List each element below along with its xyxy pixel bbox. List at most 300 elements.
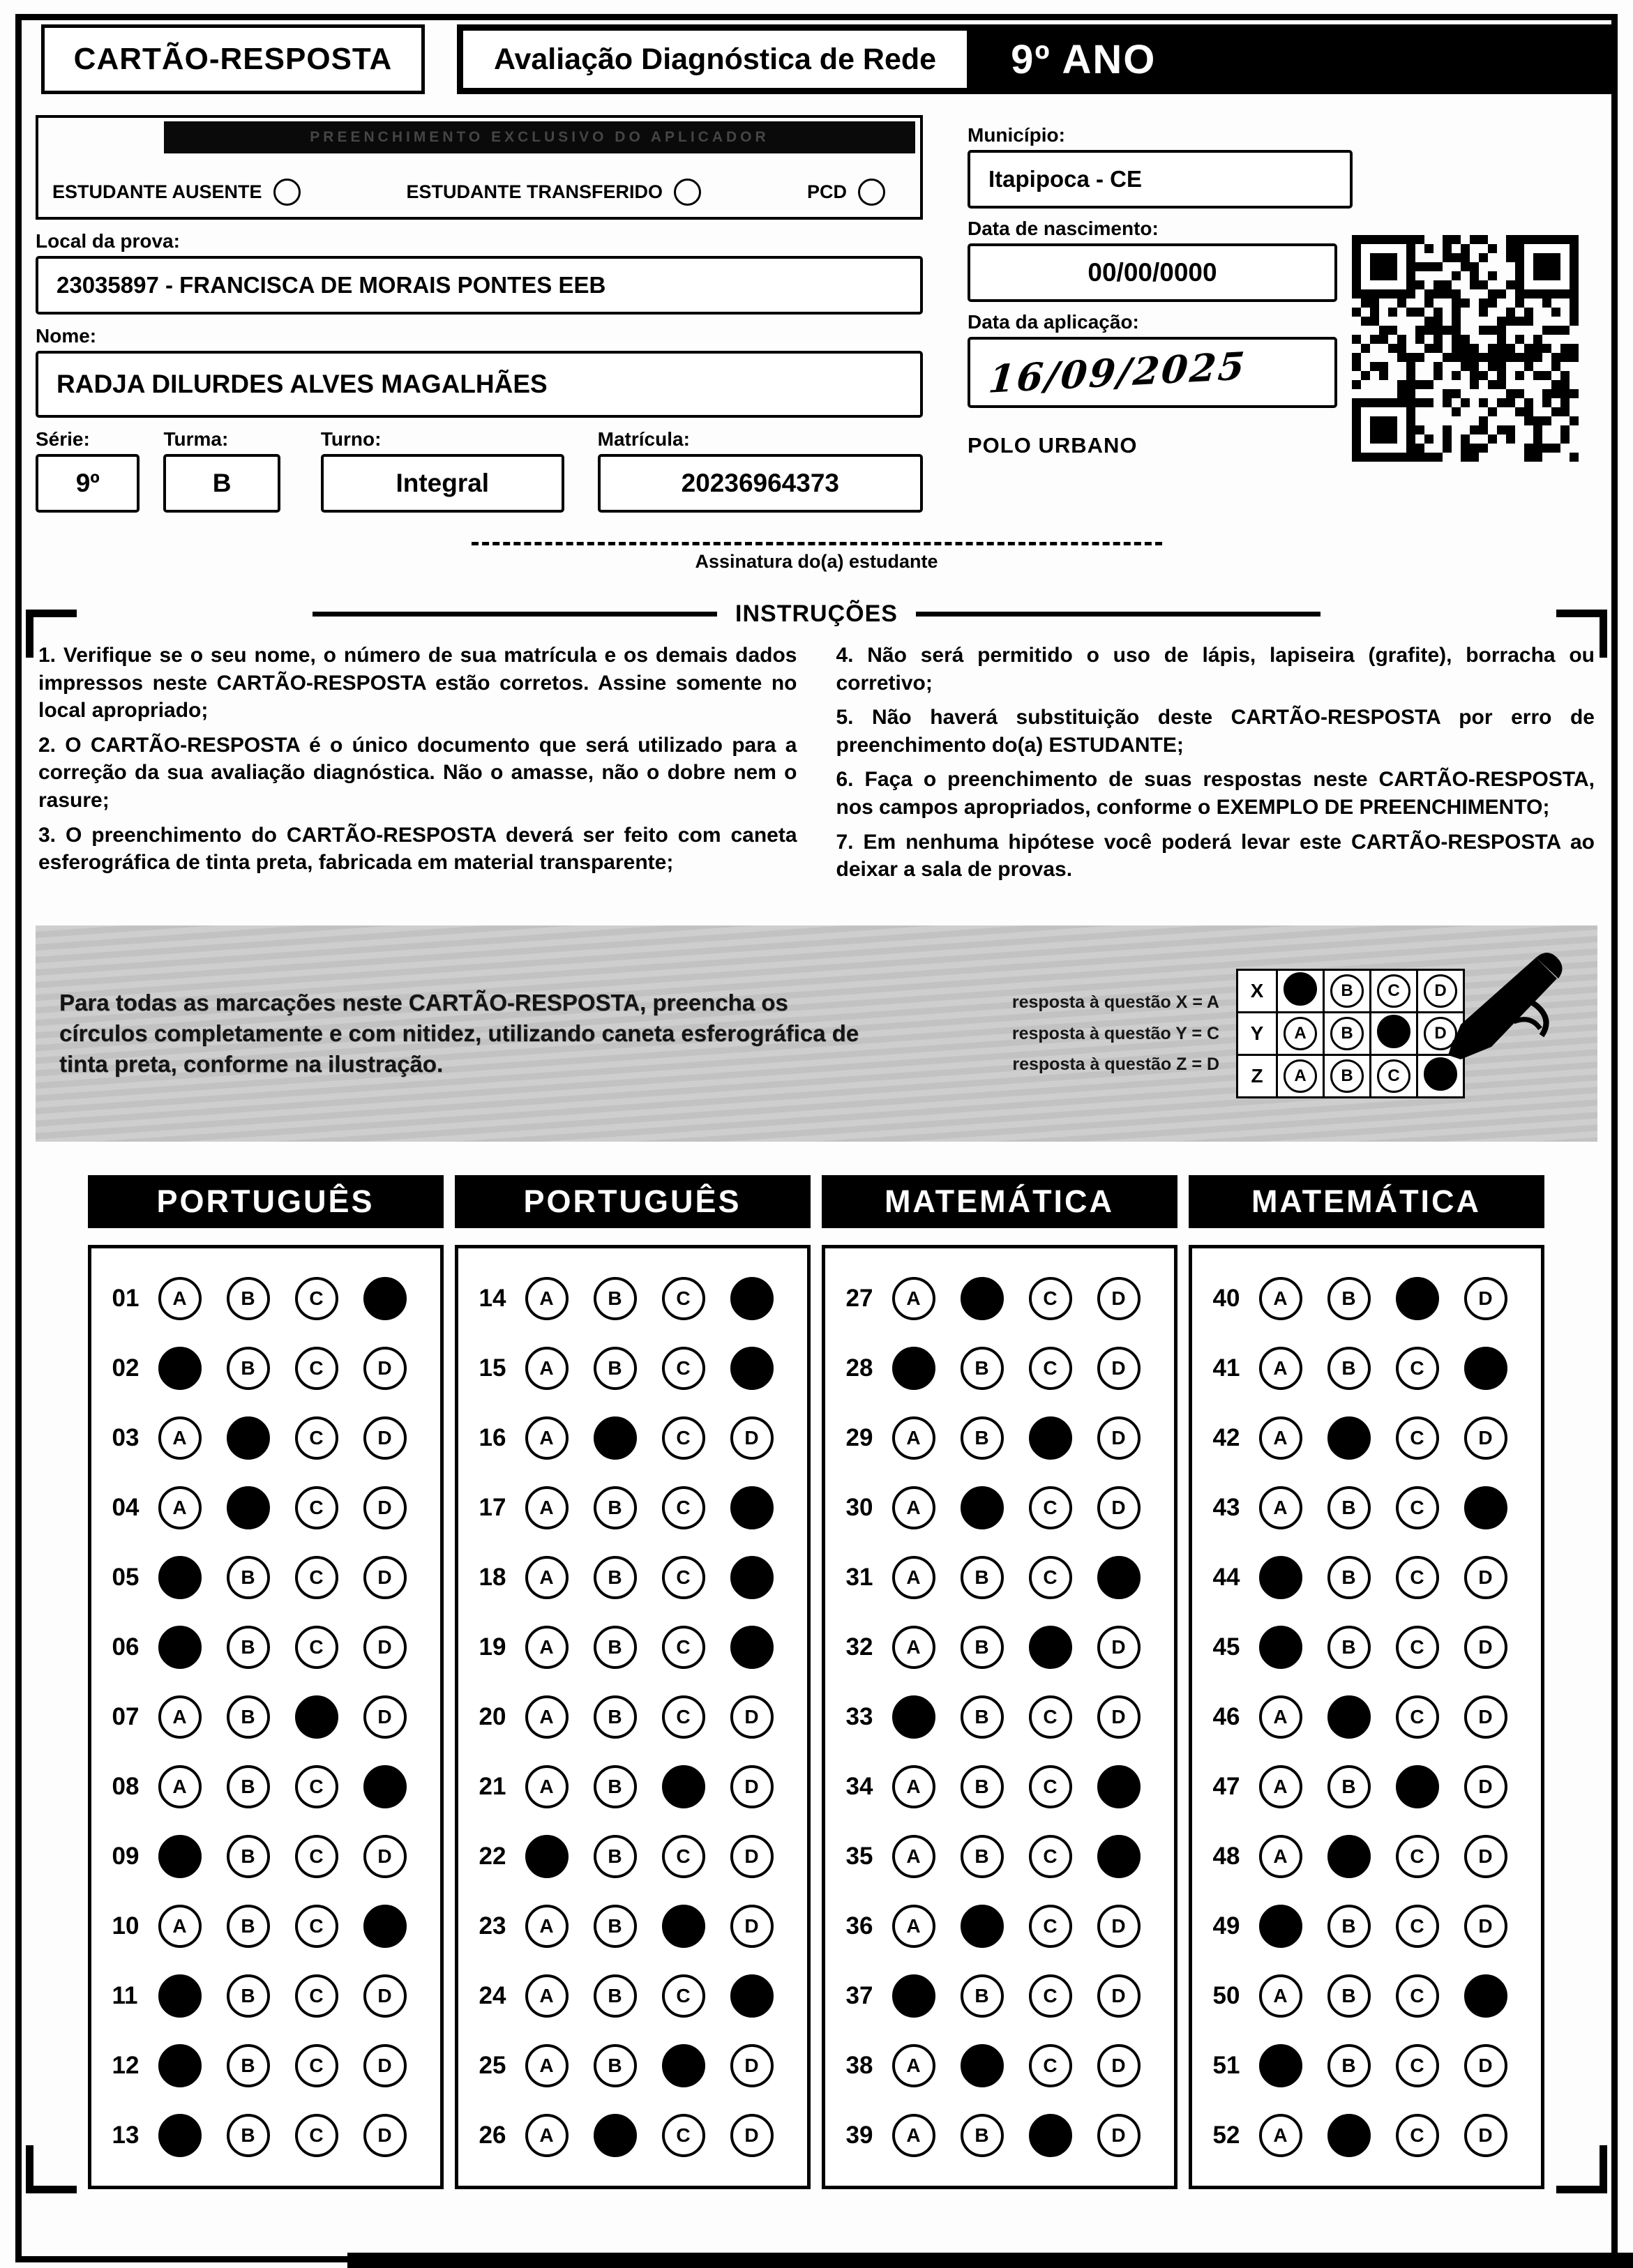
bubble-29-A[interactable]: A	[892, 1416, 935, 1460]
question-row-26	[479, 2101, 802, 2170]
bubble-52-D[interactable]: D	[1464, 2114, 1507, 2157]
bubble-35-A[interactable]: A	[892, 1835, 935, 1878]
bubble-25-C[interactable]	[662, 2044, 705, 2087]
bubble-34-D[interactable]	[1097, 1765, 1141, 1808]
bubble-30-D[interactable]: D	[1097, 1486, 1141, 1529]
example-bubble-Y-D: D	[1424, 1017, 1457, 1050]
instructions-left-column	[38, 642, 797, 891]
bubble-47-D[interactable]: D	[1464, 1765, 1507, 1808]
bubble-36-A[interactable]: A	[892, 1905, 935, 1948]
bubble-49-C[interactable]: C	[1396, 1905, 1439, 1948]
bubble-14-B[interactable]: B	[594, 1277, 637, 1320]
bubble-33-A[interactable]	[892, 1695, 935, 1739]
bubble-31-A[interactable]: A	[892, 1556, 935, 1599]
bubble-21-A[interactable]: A	[525, 1765, 569, 1808]
example-row-label-Z: Z	[1237, 1054, 1277, 1097]
bubble-23-A[interactable]: A	[525, 1905, 569, 1948]
bubble-11-C[interactable]: C	[295, 1974, 338, 2018]
turno-field	[321, 418, 564, 513]
handwritten-date: 16/09/2025	[986, 343, 1249, 402]
bubble-18-D[interactable]	[730, 1556, 774, 1599]
corner-mark-top-right	[1556, 610, 1607, 658]
question-number-28: 28	[845, 1354, 873, 1382]
turma-value: B	[163, 454, 280, 513]
bubble-20-C[interactable]: C	[662, 1695, 705, 1739]
bubble-13-D[interactable]: D	[363, 2114, 407, 2157]
bubble-47-C[interactable]	[1396, 1765, 1439, 1808]
bubble-41-D[interactable]	[1464, 1347, 1507, 1390]
bubble-15-C[interactable]: C	[662, 1347, 705, 1390]
question-number-37: 37	[845, 1981, 873, 2009]
bubble-32-D[interactable]: D	[1097, 1626, 1141, 1669]
bubble-21-B[interactable]: B	[594, 1765, 637, 1808]
bubble-37-D[interactable]: D	[1097, 1974, 1141, 2018]
estudante-transferido-circle[interactable]	[674, 179, 701, 206]
bubble-12-C[interactable]: C	[295, 2044, 338, 2087]
question-row-48	[1213, 1822, 1535, 1891]
bubble-50-A[interactable]: A	[1259, 1974, 1302, 2018]
municipio-label: Município:	[968, 124, 1065, 146]
question-number-51: 51	[1212, 2051, 1240, 2079]
question-number-41: 41	[1212, 1354, 1240, 1382]
bubble-33-D[interactable]: D	[1097, 1695, 1141, 1739]
question-number-03: 03	[112, 1423, 140, 1451]
pcd-circle[interactable]	[858, 179, 885, 206]
matricula-field	[598, 418, 923, 513]
bubble-22-C[interactable]: C	[662, 1835, 705, 1878]
bubble-15-D[interactable]	[730, 1347, 774, 1390]
bubble-09-A[interactable]	[158, 1835, 202, 1878]
question-row-14	[479, 1264, 802, 1333]
bubble-44-D[interactable]: D	[1464, 1556, 1507, 1599]
bubble-37-C[interactable]: C	[1029, 1974, 1072, 2018]
bubble-22-A[interactable]	[525, 1835, 569, 1878]
bubble-26-C[interactable]: C	[662, 2114, 705, 2157]
status-box	[36, 115, 923, 220]
bubble-18-B[interactable]: B	[594, 1556, 637, 1599]
instructions-columns	[36, 642, 1597, 891]
bubble-06-C[interactable]: C	[295, 1626, 338, 1669]
question-number-48: 48	[1212, 1842, 1240, 1870]
bubble-30-A[interactable]: A	[892, 1486, 935, 1529]
bubble-19-D[interactable]	[730, 1626, 774, 1669]
bubble-16-B[interactable]	[594, 1416, 637, 1460]
bubble-37-B[interactable]: B	[961, 1974, 1004, 2018]
bubble-09-D[interactable]: D	[363, 1835, 407, 1878]
bubble-41-A[interactable]: A	[1259, 1347, 1302, 1390]
question-row-51	[1213, 2031, 1535, 2101]
answer-column-1	[88, 1175, 444, 2189]
bubble-52-C[interactable]: C	[1396, 2114, 1439, 2157]
bubble-25-D[interactable]: D	[730, 2044, 774, 2087]
example-grid-wrap	[1236, 969, 1465, 1098]
bubble-08-A[interactable]: A	[158, 1765, 202, 1808]
bubble-25-B[interactable]: B	[594, 2044, 637, 2087]
question-number-18: 18	[479, 1563, 506, 1591]
question-number-52: 52	[1212, 2121, 1240, 2149]
bubble-38-C[interactable]: C	[1029, 2044, 1072, 2087]
bubble-15-B[interactable]: B	[594, 1347, 637, 1390]
bubble-01-B[interactable]: B	[227, 1277, 270, 1320]
question-number-14: 14	[479, 1284, 506, 1312]
bubble-19-C[interactable]: C	[662, 1626, 705, 1669]
bubble-13-B[interactable]: B	[227, 2114, 270, 2157]
bubble-18-C[interactable]: C	[662, 1556, 705, 1599]
question-number-17: 17	[479, 1493, 506, 1521]
answer-sections	[88, 1175, 1546, 2189]
bubble-50-B[interactable]: B	[1327, 1974, 1371, 2018]
bubble-51-D[interactable]: D	[1464, 2044, 1507, 2087]
bubble-31-B[interactable]: B	[961, 1556, 1004, 1599]
bubble-48-B[interactable]	[1327, 1835, 1371, 1878]
bubble-12-D[interactable]: D	[363, 2044, 407, 2087]
serie-value: 9º	[36, 454, 140, 513]
bubble-08-C[interactable]: C	[295, 1765, 338, 1808]
bubble-17-A[interactable]: A	[525, 1486, 569, 1529]
bubble-16-A[interactable]: A	[525, 1416, 569, 1460]
question-number-15: 15	[479, 1354, 506, 1382]
instructions-header	[36, 600, 1597, 628]
bubble-48-A[interactable]: A	[1259, 1835, 1302, 1878]
bubble-34-A[interactable]: A	[892, 1765, 935, 1808]
bubble-43-A[interactable]: A	[1259, 1486, 1302, 1529]
corner-mark-bottom-left	[26, 2145, 77, 2193]
question-row-40	[1213, 1264, 1535, 1333]
bubble-29-C[interactable]	[1029, 1416, 1072, 1460]
bubble-18-A[interactable]: A	[525, 1556, 569, 1599]
bubble-40-C[interactable]	[1396, 1277, 1439, 1320]
bubble-49-D[interactable]: D	[1464, 1905, 1507, 1948]
bubble-23-C[interactable]	[662, 1905, 705, 1948]
bubble-40-D[interactable]: D	[1464, 1277, 1507, 1320]
answer-column-4	[1189, 1175, 1544, 2189]
bubble-39-A[interactable]: A	[892, 2114, 935, 2157]
question-row-19	[479, 1612, 802, 1682]
bubble-45-B[interactable]: B	[1327, 1626, 1371, 1669]
bubble-35-D[interactable]	[1097, 1835, 1141, 1878]
estudante-ausente-circle[interactable]	[273, 179, 301, 206]
example-bubble-X-B: B	[1330, 974, 1364, 1008]
bubble-12-B[interactable]: B	[227, 2044, 270, 2087]
instructions-right-column	[836, 642, 1595, 891]
bubble-31-C[interactable]: C	[1029, 1556, 1072, 1599]
question-row-08	[112, 1752, 435, 1822]
bubble-05-A[interactable]	[158, 1556, 202, 1599]
question-row-52	[1213, 2101, 1535, 2170]
bubble-26-A[interactable]: A	[525, 2114, 569, 2157]
example-cell-Z-B	[1324, 1054, 1371, 1097]
bubble-07-A[interactable]: A	[158, 1695, 202, 1739]
bubble-08-B[interactable]: B	[227, 1765, 270, 1808]
bubble-30-C[interactable]: C	[1029, 1486, 1072, 1529]
bubble-11-A[interactable]	[158, 1974, 202, 2018]
bubble-40-A[interactable]: A	[1259, 1277, 1302, 1320]
bubble-42-C[interactable]: C	[1396, 1416, 1439, 1460]
checkbox-pcd-label: PCD	[806, 181, 847, 202]
bubble-06-D[interactable]: D	[363, 1626, 407, 1669]
bubble-10-A[interactable]: A	[158, 1905, 202, 1948]
exam-title: Avaliação Diagnóstica de Rede	[457, 24, 973, 94]
bubble-30-B[interactable]	[961, 1486, 1004, 1529]
bubble-05-B[interactable]: B	[227, 1556, 270, 1599]
example-row-label-X: X	[1237, 969, 1277, 1012]
bubble-06-A[interactable]	[158, 1626, 202, 1669]
bubble-24-D[interactable]	[730, 1974, 774, 2018]
bubble-51-B[interactable]: B	[1327, 2044, 1371, 2087]
bubble-47-B[interactable]: B	[1327, 1765, 1371, 1808]
question-number-44: 44	[1212, 1563, 1240, 1591]
question-number-24: 24	[479, 1981, 506, 2009]
bubble-50-D[interactable]	[1464, 1974, 1507, 2018]
question-number-06: 06	[112, 1633, 140, 1661]
example-row-label-Y: Y	[1237, 1012, 1277, 1054]
bubble-49-B[interactable]: B	[1327, 1905, 1371, 1948]
bubble-44-C[interactable]: C	[1396, 1556, 1439, 1599]
question-row-09	[112, 1822, 435, 1891]
bubble-45-C[interactable]: C	[1396, 1626, 1439, 1669]
bubble-01-A[interactable]: A	[158, 1277, 202, 1320]
bubble-51-C[interactable]: C	[1396, 2044, 1439, 2087]
bubble-27-C[interactable]: C	[1029, 1277, 1072, 1320]
bubble-12-A[interactable]	[158, 2044, 202, 2087]
question-number-34: 34	[845, 1772, 873, 1800]
bubble-44-B[interactable]: B	[1327, 1556, 1371, 1599]
question-row-29	[846, 1403, 1168, 1473]
bubble-35-C[interactable]: C	[1029, 1835, 1072, 1878]
bubble-45-A[interactable]	[1259, 1626, 1302, 1669]
bubble-39-B[interactable]: B	[961, 2114, 1004, 2157]
bubble-26-D[interactable]: D	[730, 2114, 774, 2157]
bubble-43-B[interactable]: B	[1327, 1486, 1371, 1529]
bubble-02-A[interactable]	[158, 1347, 202, 1390]
bubble-14-D[interactable]	[730, 1277, 774, 1320]
bubble-07-B[interactable]: B	[227, 1695, 270, 1739]
bubble-20-A[interactable]: A	[525, 1695, 569, 1739]
signature-line[interactable]	[472, 542, 1162, 545]
question-number-47: 47	[1212, 1772, 1240, 1800]
question-row-43	[1213, 1473, 1535, 1543]
bubble-42-B[interactable]	[1327, 1416, 1371, 1460]
bubble-01-C[interactable]: C	[295, 1277, 338, 1320]
bubble-05-D[interactable]: D	[363, 1556, 407, 1599]
bubble-51-A[interactable]	[1259, 2044, 1302, 2087]
bubble-04-B[interactable]	[227, 1486, 270, 1529]
bubble-16-D[interactable]: D	[730, 1416, 774, 1460]
bubble-22-B[interactable]: B	[594, 1835, 637, 1878]
bubble-32-C[interactable]	[1029, 1626, 1072, 1669]
bubble-14-A[interactable]: A	[525, 1277, 569, 1320]
bubble-24-C[interactable]: C	[662, 1974, 705, 2018]
bubble-02-D[interactable]: D	[363, 1347, 407, 1390]
bubble-17-D[interactable]	[730, 1486, 774, 1529]
example-note-y: resposta à questão Y = C	[1011, 1023, 1219, 1043]
bubble-43-D[interactable]	[1464, 1486, 1507, 1529]
bubble-28-A[interactable]	[892, 1347, 935, 1390]
bubble-42-A[interactable]: A	[1259, 1416, 1302, 1460]
question-number-30: 30	[845, 1493, 873, 1521]
example-note-z: resposta à questão Z = D	[1012, 1054, 1219, 1074]
bubble-26-B[interactable]	[594, 2114, 637, 2157]
bubble-15-A[interactable]: A	[525, 1347, 569, 1390]
question-row-04	[112, 1473, 435, 1543]
bubble-52-A[interactable]: A	[1259, 2114, 1302, 2157]
bubble-43-C[interactable]: C	[1396, 1486, 1439, 1529]
bubble-47-A[interactable]: A	[1259, 1765, 1302, 1808]
bubble-31-D[interactable]	[1097, 1556, 1141, 1599]
bubble-03-A[interactable]: A	[158, 1416, 202, 1460]
instruction-item-3: 3. O preenchimento do CARTÃO-RESPOSTA deverá ser feito com caneta esferográfica de tinta preta, fabricada em material transparente;	[38, 823, 797, 875]
turma-label: Turma:	[163, 428, 229, 450]
question-row-03	[112, 1403, 435, 1473]
bubble-32-A[interactable]: A	[892, 1626, 935, 1669]
bubble-34-C[interactable]: C	[1029, 1765, 1072, 1808]
bubble-50-C[interactable]: C	[1396, 1974, 1439, 2018]
bubble-27-B[interactable]	[961, 1277, 1004, 1320]
checkbox-estudante-ausente-label: ESTUDANTE AUSENTE	[52, 181, 262, 202]
bubble-40-B[interactable]: B	[1327, 1277, 1371, 1320]
bubble-27-D[interactable]: D	[1097, 1277, 1141, 1320]
bubble-01-D[interactable]	[363, 1277, 407, 1320]
bubble-29-D[interactable]: D	[1097, 1416, 1141, 1460]
bubble-05-C[interactable]: C	[295, 1556, 338, 1599]
bubble-19-B[interactable]: B	[594, 1626, 637, 1669]
question-number-35: 35	[845, 1842, 873, 1870]
question-row-15	[479, 1333, 802, 1403]
bubble-11-D[interactable]: D	[363, 1974, 407, 2018]
bubble-04-C[interactable]: C	[295, 1486, 338, 1529]
bubble-20-D[interactable]: D	[730, 1695, 774, 1739]
bubble-03-C[interactable]: C	[295, 1416, 338, 1460]
bubble-22-D[interactable]: D	[730, 1835, 774, 1878]
question-row-32	[846, 1612, 1168, 1682]
bubble-02-C[interactable]: C	[295, 1347, 338, 1390]
bubble-39-C[interactable]	[1029, 2114, 1072, 2157]
bubble-14-C[interactable]: C	[662, 1277, 705, 1320]
example-cell-Z-C	[1371, 1054, 1417, 1097]
nome-field	[36, 325, 923, 418]
bubble-36-B[interactable]	[961, 1905, 1004, 1948]
bubble-41-C[interactable]: C	[1396, 1347, 1439, 1390]
bubble-41-B[interactable]: B	[1327, 1347, 1371, 1390]
bubble-46-B[interactable]	[1327, 1695, 1371, 1739]
bubble-09-B[interactable]: B	[227, 1835, 270, 1878]
question-row-47	[1213, 1752, 1535, 1822]
bubble-32-B[interactable]: B	[961, 1626, 1004, 1669]
signature-label: Assinatura do(a) estudante	[695, 551, 938, 572]
bubble-46-C[interactable]: C	[1396, 1695, 1439, 1739]
bubble-06-B[interactable]: B	[227, 1626, 270, 1669]
answer-grid-4	[1189, 1245, 1544, 2189]
bubble-17-B[interactable]: B	[594, 1486, 637, 1529]
bubble-24-B[interactable]: B	[594, 1974, 637, 2018]
question-row-31	[846, 1543, 1168, 1612]
bubble-17-C[interactable]: C	[662, 1486, 705, 1529]
example-bubble-Z-A: A	[1284, 1059, 1317, 1093]
bubble-23-B[interactable]: B	[594, 1905, 637, 1948]
bubble-13-C[interactable]: C	[295, 2114, 338, 2157]
bubble-03-B[interactable]	[227, 1416, 270, 1460]
bubble-03-D[interactable]: D	[363, 1416, 407, 1460]
question-number-22: 22	[479, 1842, 506, 1870]
checkbox-estudante-ausente	[52, 179, 301, 206]
bubble-10-D[interactable]	[363, 1905, 407, 1948]
answer-column-2	[455, 1175, 811, 2189]
bubble-36-C[interactable]: C	[1029, 1905, 1072, 1948]
bubble-33-C[interactable]: C	[1029, 1695, 1072, 1739]
bubble-42-D[interactable]: D	[1464, 1416, 1507, 1460]
bubble-28-C[interactable]: C	[1029, 1347, 1072, 1390]
bubble-46-D[interactable]: D	[1464, 1695, 1507, 1739]
bubble-10-C[interactable]: C	[295, 1905, 338, 1948]
nome-label: Nome:	[36, 325, 97, 347]
bubble-04-A[interactable]: A	[158, 1486, 202, 1529]
bubble-08-D[interactable]	[363, 1765, 407, 1808]
bubble-19-A[interactable]: A	[525, 1626, 569, 1669]
question-row-06	[112, 1612, 435, 1682]
question-number-16: 16	[479, 1423, 506, 1451]
bubble-29-B[interactable]: B	[961, 1416, 1004, 1460]
question-row-27	[846, 1264, 1168, 1333]
class-info-row	[36, 418, 923, 513]
bubble-24-A[interactable]: A	[525, 1974, 569, 2018]
bubble-38-B[interactable]	[961, 2044, 1004, 2087]
bubble-21-C[interactable]	[662, 1765, 705, 1808]
question-row-16	[479, 1403, 802, 1473]
bubble-07-C[interactable]	[295, 1695, 338, 1739]
bubble-46-A[interactable]: A	[1259, 1695, 1302, 1739]
bubble-10-B[interactable]: B	[227, 1905, 270, 1948]
aplicacao-value	[968, 337, 1337, 408]
bubble-11-B[interactable]: B	[227, 1974, 270, 2018]
bubble-35-B[interactable]: B	[961, 1835, 1004, 1878]
bubble-13-A[interactable]	[158, 2114, 202, 2157]
bubble-27-A[interactable]: A	[892, 1277, 935, 1320]
municipio-field	[968, 124, 1597, 209]
bubble-20-B[interactable]: B	[594, 1695, 637, 1739]
bubble-48-C[interactable]: C	[1396, 1835, 1439, 1878]
nome-value: RADJA DILURDES ALVES MAGALHÃES	[36, 351, 923, 418]
bubble-38-A[interactable]: A	[892, 2044, 935, 2087]
bubble-09-C[interactable]: C	[295, 1835, 338, 1878]
example-cell-Y-C	[1371, 1012, 1417, 1054]
bubble-52-B[interactable]	[1327, 2114, 1371, 2157]
bubble-48-D[interactable]: D	[1464, 1835, 1507, 1878]
example-bubble-Z-B: B	[1330, 1059, 1364, 1093]
bubble-34-B[interactable]: B	[961, 1765, 1004, 1808]
example-cell-X-B	[1324, 969, 1371, 1012]
bubble-36-D[interactable]: D	[1097, 1905, 1141, 1948]
bubble-28-D[interactable]: D	[1097, 1347, 1141, 1390]
bubble-25-A[interactable]: A	[525, 2044, 569, 2087]
bubble-45-D[interactable]: D	[1464, 1626, 1507, 1669]
bubble-37-A[interactable]	[892, 1974, 935, 2018]
bubble-49-A[interactable]	[1259, 1905, 1302, 1948]
bubble-04-D[interactable]: D	[363, 1486, 407, 1529]
bubble-28-B[interactable]: B	[961, 1347, 1004, 1390]
bubble-21-D[interactable]: D	[730, 1765, 774, 1808]
question-number-45: 45	[1212, 1633, 1240, 1661]
bubble-23-D[interactable]: D	[730, 1905, 774, 1948]
bubble-16-C[interactable]: C	[662, 1416, 705, 1460]
bubble-39-D[interactable]: D	[1097, 2114, 1141, 2157]
bubble-38-D[interactable]: D	[1097, 2044, 1141, 2087]
corner-mark-top-left	[26, 610, 77, 658]
bubble-07-D[interactable]: D	[363, 1695, 407, 1739]
bubble-44-A[interactable]	[1259, 1556, 1302, 1599]
question-row-34	[846, 1752, 1168, 1822]
bubble-33-B[interactable]: B	[961, 1695, 1004, 1739]
bubble-02-B[interactable]: B	[227, 1347, 270, 1390]
